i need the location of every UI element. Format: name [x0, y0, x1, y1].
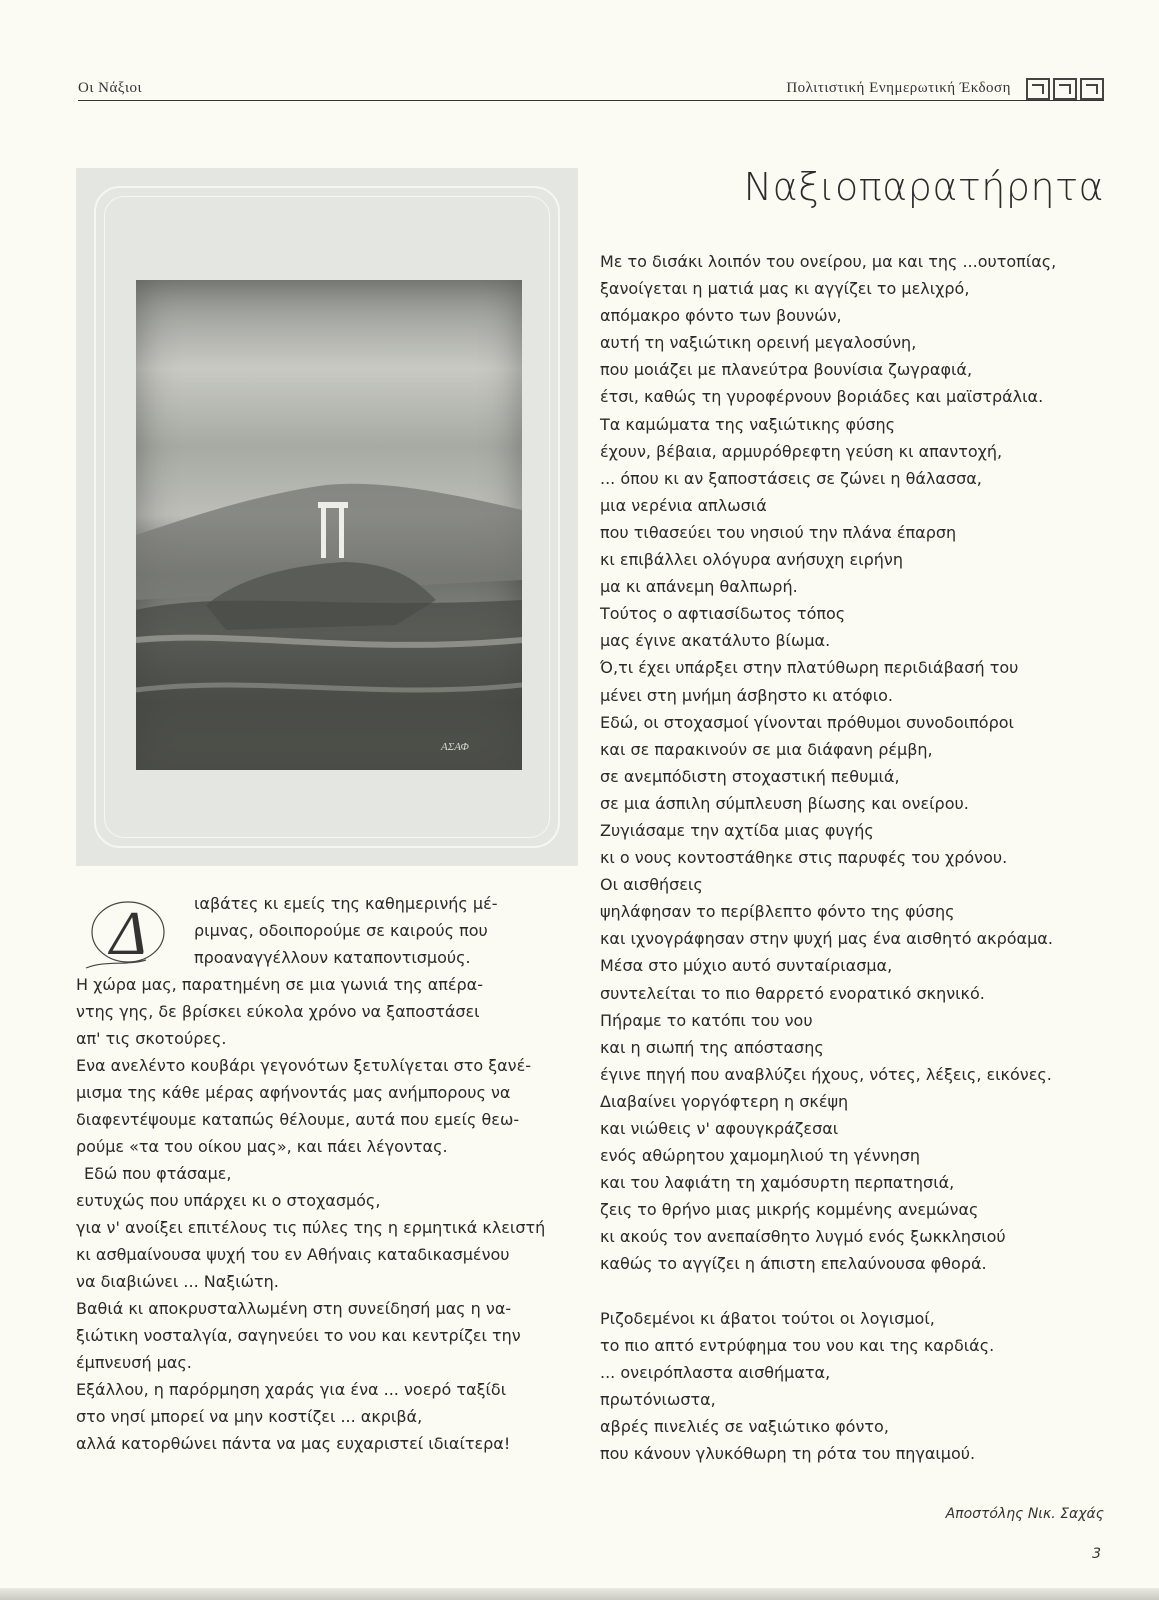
dropcap-letter: Δ [110, 900, 147, 968]
text-line: Η χώρα μας, παρατημένη σε μια γωνιά της απέρα- [76, 975, 483, 994]
text-line: να διαβιώνει ... Ναξιώτη. [76, 1272, 279, 1291]
poem-line: και ιχνογράφησαν στην ψυχή μας ένα αισθητό ακρόαμα. [600, 929, 1053, 949]
poem-line: έτσι, καθώς τη γυροφέρνουν βοριάδες και μαϊστράλια. [600, 387, 1044, 407]
poem-line: Οι αισθήσεις [600, 875, 703, 895]
poem-line: σε μια άσπιλη σύμπλευση βίωσης και ονείρου. [600, 793, 969, 813]
text-line: ευτυχώς που υπάρχει κι ο στοχασμός, [76, 1191, 381, 1210]
text-line: απ' τις σκοτούρες. [76, 1029, 227, 1048]
poem-line: ενός αθώρητου χαμομηλιού τη γέννηση [600, 1146, 921, 1166]
poem-line: κι ο νους κοντοστάθηκε στις παρυφές του χρόνου. [600, 848, 1008, 868]
poem-line: που κάνουν γλυκόθωρη τη ρότα του πηγαιμού. [600, 1444, 976, 1464]
poem-line: μένει στη μνήμη άσβηστο κι ατόφιο. [600, 685, 894, 705]
poem-line: μια νερένια απλωσιά [600, 495, 767, 515]
greek-key-icon [1080, 78, 1104, 100]
poem-line: σε ανεμπόδιστη στοχαστική πεθυμιά, [600, 766, 900, 786]
text-line: στο νησί μπορεί να μην κοστίζει ... ακριβά, [76, 1407, 423, 1426]
intro-block [76, 890, 561, 971]
poem-line: μας έγινε ακατάλυτο βίωμα. [600, 631, 831, 651]
header-publication-name: Οι Νάξιοι [78, 80, 143, 96]
text-line: Εδώ που φτάσαμε, [84, 1164, 232, 1183]
poem-line: Ζυγιάσαμε την αχτίδα μιας φυγής [600, 820, 874, 840]
poem-line: μα κι απάνεμη θαλπωρή. [600, 577, 798, 597]
poem-line: ψηλάφησαν το περίβλεπτο φόντο της φύσης [600, 902, 955, 922]
article-title: Ναξιοπαρατήρητα [743, 165, 1104, 209]
poem-line: κι επιβάλλει ολόγυρα ανήσυχη ειρήνη [600, 550, 903, 570]
text-line: αλλά κατορθώνει πάντα να μας ευχαριστεί ιδιαίτερα! [76, 1434, 511, 1453]
intro-line: ιαβάτες κι εμείς της καθημερινής μέ- [194, 894, 498, 913]
poem-line: καθώς το αγγίζει η άπιστη επελαύνουσα φθορά. [600, 1254, 987, 1274]
portara-painting [136, 280, 522, 770]
greek-key-icon [1026, 78, 1050, 100]
right-column [600, 248, 1100, 1467]
poem-line: ... όπου κι αν ξαποστάσεις σε ζώνει η θάλασσα, [600, 468, 982, 488]
text-line: Βαθιά κι αποκρυσταλλωμένη στη συνείδησή μας η να- [76, 1299, 512, 1318]
greek-key-icon [1053, 78, 1077, 100]
poem-line: πρωτόνιωστα, [600, 1389, 716, 1409]
header-rule [78, 100, 1104, 101]
poem-line: Τούτος ο αφτιασίδωτος τόπος [600, 604, 846, 624]
author-signature: Αποστόλης Νικ. Σαχάς [945, 1506, 1104, 1522]
poem-line: Τα καμώματα της ναξιώτικης φύσης [600, 414, 895, 434]
poem-line: απόμακρο φόντο των βουνών, [600, 306, 842, 326]
poem-line: ζεις το θρήνο μιας μικρής κομμένης ανεμώνας [600, 1200, 979, 1220]
text-line: Ενα ανελέντο κουβάρι γεγονότων ξετυλίγεται στο ξανέ- [76, 1056, 532, 1075]
text-line: ξιώτικη νοσταλγία, σαγηνεύει το νου και κεντρίζει την [76, 1326, 521, 1345]
page-edge-shadow [0, 1588, 1159, 1600]
poem-line: ξανοίγεται η ματιά μας κι αγγίζει το μελιχρό, [600, 279, 970, 299]
poem-line: Ριζοδεμένοι κι άβατοι τούτοι οι λογισμοί, [600, 1308, 935, 1328]
poem-line: και του λαφιάτη τη χαμόσυρτη περπατησιά, [600, 1173, 955, 1193]
painting-frame [76, 168, 578, 866]
portara-painting-art [136, 280, 522, 770]
poem-line: έγινε πηγή που αναβλύζει ήχους, νότες, λέξεις, εικόνες. [600, 1064, 1052, 1084]
poem-line: που μοιάζει με πλανεύτρα βουνίσια ζωγραφιά, [600, 360, 973, 380]
left-column [76, 890, 561, 1457]
poem-line: και η σιωπή της απόστασης [600, 1037, 824, 1057]
intro-line: ριμνας, οδοιπορούμε σε καιρούς που [194, 921, 488, 940]
painting-signature: ΑΣΑΦ [441, 741, 469, 753]
poem-line: αυτή τη ναξιώτικη ορεινή μεγαλοσύνη, [600, 333, 917, 353]
poem-line: ... ονειρόπλαστα αισθήματα, [600, 1362, 831, 1382]
text-line: για ν' ανοίξει επιτέλους τις πύλες της η ερμητικά κλειστή [76, 1218, 546, 1237]
text-line: κι ασθμαίνουσα ψυχή του εν Αθήναις καταδικασμένου [76, 1245, 510, 1264]
header-publication-subtitle: Πολιτιστική Ενημερωτική Έκδοση [786, 80, 1011, 96]
text-line: έμπνευσή μας. [76, 1353, 192, 1372]
poem-line: συντελείται το πιο θαρρετό ενορατικό σκηνικό. [600, 983, 985, 1003]
text-line: διαφεντέψουμε καταπώς θέλουμε, αυτά που εμείς θεω- [76, 1110, 520, 1129]
text-line: μισμα της κάθε μέρας αφήνοντάς μας ανήμπορους να [76, 1083, 511, 1102]
page-number: 3 [1092, 1546, 1101, 1562]
poem-line: Εδώ, οι στοχασμοί γίνονται πρόθυμοι συνοδοιπόροι [600, 712, 1014, 732]
poem-line: κι ακούς τον ανεπαίσθητο λυγμό ενός ξωκκλησιού [600, 1227, 1006, 1247]
poem-line: και σε παρακινούν σε μια διάφανη ρέμβη, [600, 739, 933, 759]
poem-line: το πιο απτό εντρύφημα του νου και της καρδιάς. [600, 1335, 995, 1355]
stanza-gap [600, 1278, 1100, 1305]
poem-line: Πήραμε το κατόπι του νου [600, 1010, 813, 1030]
poem-line: Μέσα στο μύχιο αυτό συνταίριασμα, [600, 956, 893, 976]
poem-line: αβρές πινελιές σε ναξιώτικο φόντο, [600, 1416, 889, 1436]
poem-line: Ό,τι έχει υπάρξει στην πλατύθωρη περιδιάβασή του [600, 658, 1019, 678]
text-line: Εξάλλου, η παρόρμηση χαράς για ένα ... νοερό ταξίδι [76, 1380, 507, 1399]
text-line: ντης γης, δε βρίσκει εύκολα χρόνο να ξαποστάσει [76, 1002, 480, 1021]
greek-key-ornament [1026, 78, 1104, 100]
poem-line: Διαβαίνει γοργόφτερη η σκέψη [600, 1091, 849, 1111]
poem-line: έχουν, βέβαια, αρμυρόθρεφτη γεύση κι απαντοχή, [600, 441, 1003, 461]
intro-line: προαναγγέλλουν καταποντισμούς. [194, 948, 471, 967]
poem-line: Με το δισάκι λοιπόν του ονείρου, μα και της ...ουτοπίας, [600, 252, 1057, 271]
text-line: ρούμε «τα του οίκου μας», και πάει λέγοντας. [76, 1137, 448, 1156]
poem-line: που τιθασεύει του νησιού την πλάνα έπαρση [600, 522, 957, 542]
poem-line: και νιώθεις ν' αφουγκράζεσαι [600, 1119, 839, 1138]
